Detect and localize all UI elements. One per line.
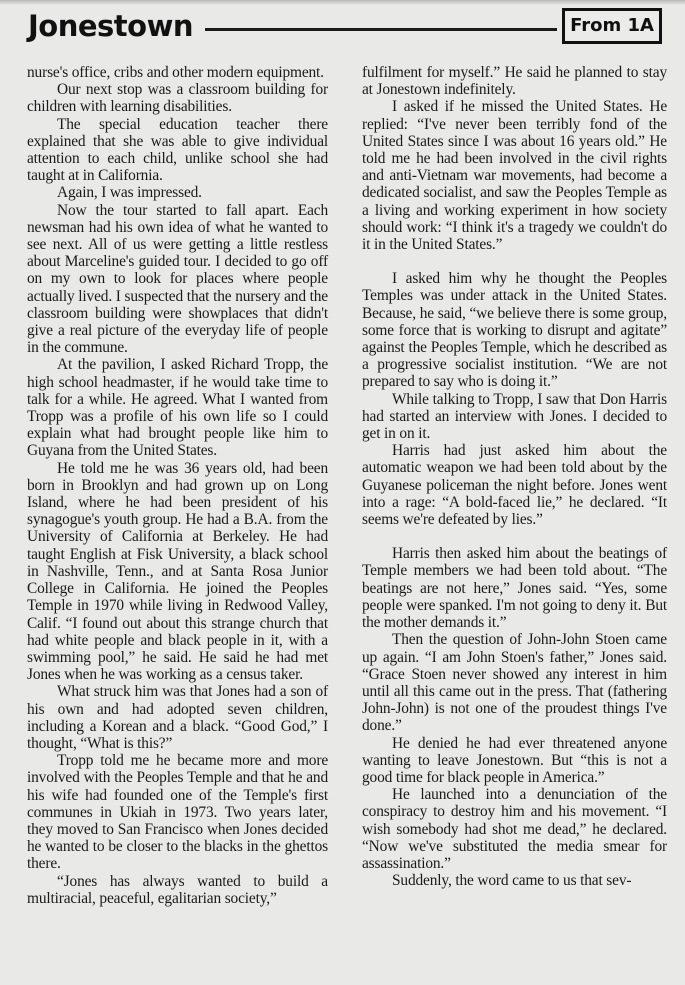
jump-label-box: From 1A <box>562 8 662 44</box>
paragraph: Then the question of John-John Stoen came up again. “I am John Stoen's father,” Jones said. “Grace Stoen never showed any interest in him until all this came out in the press. That (fathering John-John) is not one of the proudest things I've done.” <box>362 631 667 735</box>
paragraph: What struck him was that Jones had a son of his own and had adopted seven children, including a Korean and a black. “Good God,” I thought, “What is this?” <box>27 683 328 752</box>
paragraph: The special education teacher there explained that she was able to give individual attention to each child, unlike school she had taught at in California. <box>27 115 328 185</box>
paragraph: I asked him why he thought the Peoples Temples was under attack in the United States. Because, he said, “we believe there is some group, some force that is working to disrupt and agitate” against the Peoples Temple, which he described as a progressive socialist institution. “We are not prepared to say who is doing it.” <box>362 270 667 391</box>
header-rule-divider <box>205 28 557 31</box>
article-header <box>0 0 685 60</box>
paragraph: nurse's office, cribs and other modern equipment. <box>27 64 324 81</box>
paragraph: While talking to Tropp, I saw that Don Harris had started an interview with Jones. I decided to get in on it. <box>362 390 667 443</box>
right-column <box>362 64 667 889</box>
paragraph: fulfilment for myself.” He said he planned to stay at Jonestown indefinitely. <box>362 64 667 99</box>
paragraph: Our next stop was a classroom building for children with learning disabilities. <box>27 81 328 116</box>
paragraph: Harris then asked him about the beatings of Temple members we had been told about. “The beatings are not here,” Jones said. “Yes, some people were spanked. I'm not going to deny it. But the mother demands it.” <box>362 545 667 632</box>
headline: Jonestown <box>28 9 194 43</box>
paragraph: At the pavilion, I asked Richard Tropp, the high school headmaster, if he would take time to talk for a while. He agreed. What I wanted from Tropp was a profile of his own life so I could explain what had brought people like him to Guyana from the United States. <box>27 356 328 460</box>
paragraph: Harris had just asked him about the automatic weapon we had been told about by the Guyanese policeman the night before. Jones went into a rage: “A bold-faced lie,” he declared. “It seems we're defeated by lies.” <box>362 442 667 529</box>
paragraph: He denied he had ever threatened anyone wanting to leave Jonestown. But “this is not a good time for black people in America.” <box>362 734 667 786</box>
paragraph: Suddenly, the word came to us that sev- <box>392 872 632 890</box>
paragraph: He launched into a denunciation of the conspiracy to destroy him and his movement. “I wish somebody had shot me dead,” he declared. “Now we've substituted the media smear for assassination.” <box>362 786 667 872</box>
left-column <box>27 64 328 907</box>
paragraph: Tropp told me he became more and more involved with the Peoples Temple and that he and his wife had founded one of the Temple's first communes in Ukiah in 1973. Two years later, they moved to San Francisco when Jones decided he wanted to be closer to the blacks in the ghettos there. <box>27 752 328 873</box>
paragraph: Now the tour started to fall apart. Each newsman had his own idea of what he wanted to see next. All of us were getting a little restless about Marceline's guided tour. I decided to go off on my own to look for places where people actually lived. I suspected that the nursery and the classroom building were showplaces that didn't give a real picture of the everyday life of people in the commune. <box>27 201 328 357</box>
paragraph: “Jones has always wanted to build a multiracial, peaceful, egalitarian society,” <box>27 872 328 907</box>
paragraph: Again, I was impressed. <box>57 184 202 202</box>
paragraph: He told me he was 36 years old, had been born in Brooklyn and had grown up on Long Island, where he had been president of his synagogue's youth group. He had a B.A. from the University of California at Berkeley. He had taught English at Fisk University, a black school in Nashville, Tenn., and at Santa Rosa Junior College in California. He joined the Peoples Temple in 1970 while living in Redwood Valley, Calif. “I found out about this strange church that had white people and black people in it, with a swimming pool,” he said. He said he had met Jones when he was working as a census taker. <box>27 459 328 684</box>
paragraph: I asked if he missed the United States. He replied: “I've never been terribly fond of the United States since I was about 16 years old.” He told me he had been involved in the civil rights and anti-Vietnam war movements, had become a dedicated socialist, and saw the Peoples Temple as a living and working experiment in how society should work: “I think it's a tragedy we couldn't do it in the United States.” <box>362 98 667 254</box>
